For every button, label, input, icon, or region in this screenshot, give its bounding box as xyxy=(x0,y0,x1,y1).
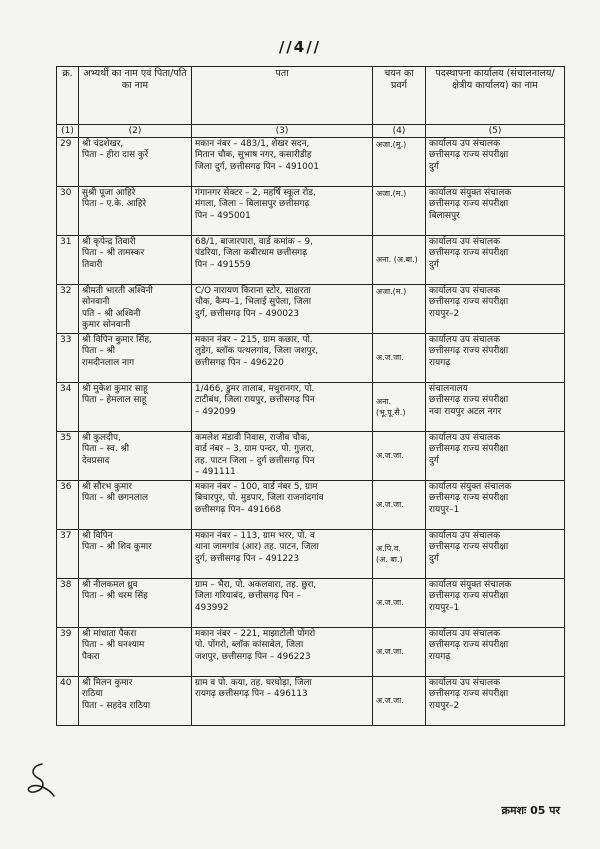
address-line: मकान नंबर – 113, ग्राम भरर, पो. व xyxy=(195,531,315,541)
table-body xyxy=(57,138,565,726)
category-line: (भू.पू.सै.) xyxy=(376,408,406,417)
candidate-name-line: श्री मुकेश कुमार साहू xyxy=(82,384,148,394)
posting-office-line: रायपुर–1 xyxy=(429,504,460,515)
candidate-name-cell xyxy=(79,677,192,726)
posting-office-line: छत्तीसगढ़ राज्य संपरीक्षा xyxy=(429,297,509,308)
address-line: दुर्ग, छत्तीसगढ़ पिन – 490023 xyxy=(195,308,300,319)
address-cell xyxy=(192,628,373,677)
posting-office-line: रायपुर–2 xyxy=(429,308,460,319)
table-row xyxy=(57,579,565,628)
address-cell xyxy=(192,530,373,579)
posting-office-line: कार्यालय संयुक्त संचालक xyxy=(429,580,512,590)
category-line: अ.ज.जा. xyxy=(376,353,404,363)
address-line: चौक, कैम्प–1, भिलाई सुपेला, जिला xyxy=(195,297,312,308)
address-line: गंगानगर सेक्टर – 2, महर्षि स्कूल रोड, xyxy=(195,188,316,198)
posting-office-cell xyxy=(426,383,565,432)
serial-number-cell: 30 xyxy=(57,187,79,236)
table-row xyxy=(57,138,565,187)
serial-number-cell: 29 xyxy=(57,138,79,187)
candidate-name-line: श्री चंद्रशेखर, xyxy=(82,139,124,149)
address-line: छत्तीसगढ़ पिन– 491668 xyxy=(195,504,282,515)
table-row xyxy=(57,481,565,530)
address-cell xyxy=(192,187,373,236)
category-line: अ.पि.व. xyxy=(376,543,401,553)
address-line: ग्राम व पो. कया, तह. घरघोड़ा, जिला xyxy=(195,678,312,688)
posting-office-line: बिलासपुर xyxy=(429,210,460,221)
address-line: पिन – 495001 xyxy=(195,210,251,221)
candidate-name-line: पिता – श्री शिव कुमार xyxy=(82,542,152,553)
category-cell xyxy=(373,579,426,628)
posting-office-line: छत्तीसगढ़ राज्य संपरीक्षा xyxy=(429,248,509,259)
candidate-name-cell xyxy=(79,628,192,677)
address-line: तह. पाटन जिला – दुर्ग छत्तीसगढ़ पिन xyxy=(195,455,315,466)
posting-office-line: छत्तीसगढ़ राज्य संपरीक्षा xyxy=(429,689,509,700)
candidate-name-line: पिता – श्री तामस्कर xyxy=(82,248,145,259)
address-line: दुर्ग, छत्तीसगढ़ पिन – 491223 xyxy=(195,553,300,564)
address-cell xyxy=(192,138,373,187)
serial-number-cell: 40 xyxy=(57,677,79,726)
posting-office-line: कार्यालय उप संचालक xyxy=(429,237,501,247)
posting-office-line: संचालनालय xyxy=(429,384,468,394)
posting-office-line: कार्यालय उप संचालक xyxy=(429,531,501,541)
candidate-name-line: कुमार सोनवानी xyxy=(82,320,131,331)
address-line: 493992 xyxy=(195,602,229,613)
table-row xyxy=(57,530,565,579)
column-number: (3) xyxy=(192,125,373,138)
posting-office-line: छत्तीसगढ़ राज्य संपरीक्षा xyxy=(429,591,509,602)
address-line: मंगला, जिला – बिलासपुर छत्तीसगढ़ xyxy=(195,199,310,210)
category-line: अ.ज.जा. xyxy=(376,451,404,461)
category-line: अ.ज.जा. xyxy=(376,500,404,510)
category-cell xyxy=(373,236,426,285)
serial-number-cell: 33 xyxy=(57,334,79,383)
posting-office-line: रायपुर–2 xyxy=(429,700,460,711)
address-line: बिचारपुर, पो. मुडपार, जिला राजनांदगांव xyxy=(195,493,324,504)
selection-table xyxy=(56,66,565,726)
candidate-name-cell xyxy=(79,236,192,285)
candidate-name-cell xyxy=(79,187,192,236)
column-number: (5) xyxy=(426,125,565,138)
category-cell xyxy=(373,481,426,530)
signature-mark xyxy=(22,760,58,800)
posting-office-line: नवा रायपुर अटल नगर xyxy=(429,406,502,417)
address-line: छत्तीसगढ़ पिन – 496220 xyxy=(195,357,284,368)
address-cell xyxy=(192,334,373,383)
serial-number-cell: 32 xyxy=(57,285,79,334)
address-cell xyxy=(192,481,373,530)
posting-office-cell xyxy=(426,579,565,628)
category-line: अ.ज.जा. xyxy=(376,598,404,608)
address-cell xyxy=(192,285,373,334)
candidate-name-line: देवप्रसाद xyxy=(82,455,110,466)
address-line: टाटीबंध, जिला रायपुर, छत्तीसगढ़ पिन xyxy=(195,395,315,406)
posting-office-cell xyxy=(426,677,565,726)
posting-office-cell xyxy=(426,628,565,677)
serial-number-cell: 38 xyxy=(57,579,79,628)
serial-number-cell: 36 xyxy=(57,481,79,530)
posting-office-cell xyxy=(426,432,565,481)
address-line: जिला गरियाबंद, छत्तीसगढ़ पिन – xyxy=(195,591,301,602)
candidate-name-line: पति – श्री अश्विनी xyxy=(82,308,141,319)
candidate-name-line: श्री सौरभ कुमार xyxy=(82,482,132,492)
category-line: अ.ज.जा. xyxy=(376,696,404,706)
category-cell xyxy=(373,530,426,579)
posting-office-line: छत्तीसगढ़ राज्य संपरीक्षा xyxy=(429,346,509,357)
posting-office-cell xyxy=(426,138,565,187)
posting-office-line: दुर्ग xyxy=(429,455,439,466)
address-cell xyxy=(192,677,373,726)
category-line: अजा.(मु.) xyxy=(376,140,407,149)
category-line: अ.ज.जा. xyxy=(376,647,404,657)
posting-office-line: कार्यालय उप संचालक xyxy=(429,335,501,345)
candidate-name-line: तिवारी xyxy=(82,259,103,270)
serial-number-cell: 34 xyxy=(57,383,79,432)
table-row xyxy=(57,334,565,383)
posting-office-line: छत्तीसगढ़ राज्य संपरीक्षा xyxy=(429,150,509,161)
posting-office-line: छत्तीसगढ़ राज्य संपरीक्षा xyxy=(429,444,509,455)
category-line: (अ. बा.) xyxy=(376,555,403,564)
address-line: मकान नंबर – 221, माझाटोली पोंगरो xyxy=(195,629,316,639)
posting-office-line: कार्यालय उप संचालक xyxy=(429,286,501,296)
candidate-name-line: श्री कुलदीप, xyxy=(82,433,121,443)
category-cell xyxy=(373,138,426,187)
candidate-name-line: रामदीनलाल नाग xyxy=(82,357,135,368)
posting-office-line: छत्तीसगढ़ राज्य संपरीक्षा xyxy=(429,395,509,406)
address-line: – 491111 xyxy=(195,467,236,478)
address-line: पो. पोंगरो, ब्लॉक कांसाबेल, जिला xyxy=(195,640,304,651)
candidate-name-line: श्री नीलकमल ध्रुव xyxy=(82,580,138,590)
table-row xyxy=(57,628,565,677)
address-line: मकान नंबर – 483/1, शेखर सदन, xyxy=(195,139,310,149)
candidate-name-line: पिता – सहदेव राठिया xyxy=(82,700,151,711)
category-cell xyxy=(373,432,426,481)
category-cell xyxy=(373,677,426,726)
posting-office-line: रायपुर–1 xyxy=(429,602,460,613)
posting-office-line: रायगढ़ xyxy=(429,651,451,662)
posting-office-line: रायगढ़ xyxy=(429,357,451,368)
address-line: मितान चौक, सुभाष नगर, कसारीडीह xyxy=(195,150,312,161)
posting-office-line: कार्यालय संयुक्त संचालक xyxy=(429,188,512,198)
posting-office-line: छत्तीसगढ़ राज्य संपरीक्षा xyxy=(429,199,509,210)
candidate-name-line: श्रीमती भारती अश्विनी xyxy=(82,286,153,296)
posting-office-line: छत्तीसगढ़ राज्य संपरीक्षा xyxy=(429,542,509,553)
column-number: (2) xyxy=(79,125,192,138)
header-category: चयन का प्रवर्ग xyxy=(373,67,426,125)
continued-note: क्रमशः 05 पर xyxy=(501,804,560,817)
posting-office-cell xyxy=(426,187,565,236)
posting-office-line: कार्यालय संयुक्त संचालक xyxy=(429,482,512,492)
candidate-name-cell xyxy=(79,285,192,334)
address-line: जशपुर, छत्तीसगढ़ पिन – 496223 xyxy=(195,651,311,662)
address-line: जिला दुर्ग, छत्तीसगढ़ पिन – 491001 xyxy=(195,161,319,172)
candidate-name-line: पिता – स्व. श्री xyxy=(82,444,129,455)
candidate-name-cell xyxy=(79,138,192,187)
table-row xyxy=(57,236,565,285)
column-number-row xyxy=(57,125,565,138)
address-line: – 492099 xyxy=(195,406,236,417)
posting-office-line: दुर्ग xyxy=(429,553,439,564)
category-line: अजा.(म.) xyxy=(376,189,407,198)
address-line: 1/466, डुमर तालाब, मथुरानगर, पो. xyxy=(195,384,315,394)
candidate-name-cell xyxy=(79,334,192,383)
table-row xyxy=(57,677,565,726)
candidate-name-line: सोनवानी xyxy=(82,297,110,308)
candidate-name-cell xyxy=(79,481,192,530)
candidate-name-cell xyxy=(79,383,192,432)
posting-office-line: कार्यालय उप संचालक xyxy=(429,433,501,443)
table-header-row xyxy=(57,67,565,125)
address-line: थाना जामगांव (आर) तह. पाटन, जिला xyxy=(195,542,319,553)
address-line: C/O नारायण किराना स्टोर, साक्षरता xyxy=(195,286,311,296)
category-cell xyxy=(373,628,426,677)
serial-number-cell: 31 xyxy=(57,236,79,285)
address-line: रायगढ़ छत्तीसगढ़ पिन – 496113 xyxy=(195,689,308,700)
posting-office-cell xyxy=(426,530,565,579)
serial-number-cell: 39 xyxy=(57,628,79,677)
posting-office-line: कार्यालय उप संचालक xyxy=(429,678,501,688)
posting-office-line: दुर्ग xyxy=(429,161,439,172)
header-serial: क्र. xyxy=(57,67,79,125)
posting-office-line: दुर्ग xyxy=(429,259,439,270)
page-number: //4// xyxy=(278,38,322,56)
candidate-name-line: राठिया xyxy=(82,689,103,700)
category-line: अना. xyxy=(376,396,392,406)
candidate-name-cell xyxy=(79,579,192,628)
candidate-name-line: पिता – श्री xyxy=(82,346,116,357)
category-line: अजा.(म.) xyxy=(376,287,407,296)
header-address: पता xyxy=(192,67,373,125)
category-cell xyxy=(373,383,426,432)
posting-office-cell xyxy=(426,481,565,530)
address-line: 68/1, बाजारपारा, वार्ड कमांक – 9, xyxy=(195,237,313,247)
column-number: (4) xyxy=(373,125,426,138)
category-cell xyxy=(373,187,426,236)
posting-office-line: छत्तीसगढ़ राज्य संपरीक्षा xyxy=(429,493,509,504)
address-line: पंडरिया, जिला कबीरधाम छत्तीसगढ़ xyxy=(195,248,308,259)
address-cell xyxy=(192,236,373,285)
candidate-name-cell xyxy=(79,530,192,579)
category-cell xyxy=(373,285,426,334)
table-row xyxy=(57,383,565,432)
candidate-name-line: पिता – श्री धरम सिंह xyxy=(82,591,148,602)
serial-number-cell: 37 xyxy=(57,530,79,579)
posting-office-cell xyxy=(426,236,565,285)
serial-number-cell: 35 xyxy=(57,432,79,481)
address-line: लुडेग, ब्लॉक पत्थलगांव, जिला जशपुर, xyxy=(195,346,318,357)
address-line: कमलेश मंडावी निवास, राजीव चौक, xyxy=(195,433,310,443)
posting-office-cell xyxy=(426,334,565,383)
column-number: (1) xyxy=(57,125,79,138)
table-row xyxy=(57,285,565,334)
candidate-name-line: पिता – हेमलाल साहू xyxy=(82,395,147,406)
address-line: मकान नंबर – 215, ग्राम कछार, पो. xyxy=(195,335,313,345)
header-posting-office: पदस्थापना कार्यालय (संचालनालय/क्षेत्रीय कार्यालय) का नाम xyxy=(426,67,565,125)
address-line: मकान नंबर – 100, वार्ड नंबर 5, ग्राम xyxy=(195,482,318,492)
address-cell xyxy=(192,383,373,432)
address-line: वार्ड नंबर – 3, ग्राम पन्दर, पो. गुजरा, xyxy=(195,444,315,455)
address-line: ग्राम – भैरा, पो. अकलवारा, तह. छुरा, xyxy=(195,580,317,590)
candidate-name-line: पैकरा xyxy=(82,651,100,662)
candidate-name-line: श्री कृपेन्द्र तिवारी xyxy=(82,237,136,247)
candidate-name-line: श्री विपिन xyxy=(82,531,113,541)
candidate-name-line: श्री मांधाता पैकरा xyxy=(82,629,137,639)
candidate-name-line: पिता – ए.के. आहिरे xyxy=(82,199,147,210)
table-row xyxy=(57,187,565,236)
address-line: पिन – 491559 xyxy=(195,259,251,270)
candidate-name-line: श्री मिलन कुमार xyxy=(82,678,133,688)
posting-office-line: कार्यालय उप संचालक xyxy=(429,629,501,639)
posting-office-line: कार्यालय उप संचालक xyxy=(429,139,501,149)
posting-office-cell xyxy=(426,285,565,334)
address-cell xyxy=(192,579,373,628)
posting-office-line: छत्तीसगढ़ राज्य संपरीक्षा xyxy=(429,640,509,651)
candidate-name-line: पिता – हीरा दास कुर्रे xyxy=(82,150,149,161)
candidate-name-cell xyxy=(79,432,192,481)
candidate-name-line: पिता – श्री छगनलाल xyxy=(82,493,149,504)
candidate-name-line: श्री विपिन कुमार सिंह, xyxy=(82,335,152,345)
candidate-name-line: पिता – श्री घनश्याम xyxy=(82,640,145,651)
address-cell xyxy=(192,432,373,481)
category-cell xyxy=(373,334,426,383)
category-line: अना. (अ.बा.) xyxy=(376,255,418,265)
candidate-name-line: सुश्री पूजा आहिरे xyxy=(82,188,136,198)
table-row xyxy=(57,432,565,481)
header-candidate-name: अभ्यर्थी का नाम एवं पिता/पति का नाम xyxy=(79,67,192,125)
